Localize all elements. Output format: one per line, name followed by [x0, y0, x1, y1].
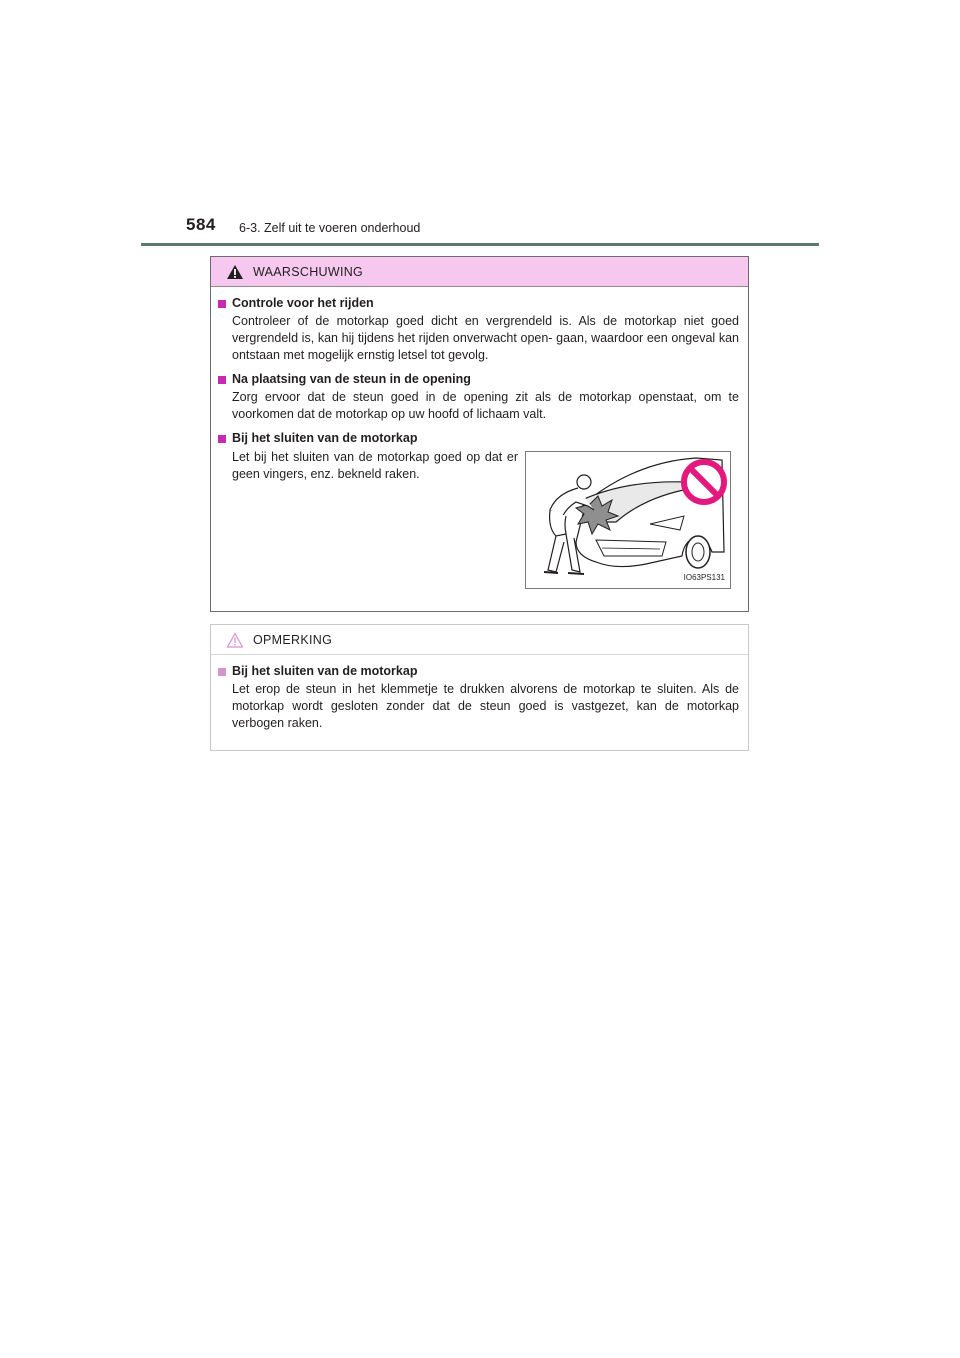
- warning-item-text: Zorg ervoor dat de steun goed in de opening zit als de motorkap openstaat, om te voorkomen dat de motorkap op uw hoofd of lichaam valt.: [232, 390, 739, 421]
- caution-triangle-outline-icon: [226, 632, 244, 648]
- page-number: 584: [186, 215, 216, 234]
- warning-item-heading: Controle voor het rijden: [218, 295, 739, 312]
- warning-header: [211, 257, 748, 287]
- warning-item-text: Controleer of de motorkap goed dicht en vergrendeld is. Als de motorkap niet goed vergrendeld is, kan hij tijdens het rijden onverwacht open- gaan, waardoor een ongeval kan ontstaan met mogelijk ernstig letsel tot gevolg.: [232, 314, 739, 362]
- note-header: [211, 625, 748, 655]
- warning-triangle-icon: [226, 264, 244, 280]
- note-title: OPMERKING: [253, 632, 333, 647]
- note-item-heading: Bij het sluiten van de motorkap: [218, 663, 739, 680]
- note-item-text: Let erop de steun in het klemmetje te drukken alvorens de motorkap te sluiten. Als de motorkap wordt gesloten zonder dat de steun goed is vastgezet, kan de motorkap verbogen raken.: [232, 682, 739, 730]
- header-rule: [141, 243, 819, 246]
- note-box: [210, 624, 749, 751]
- warning-item-heading: Na plaatsing van de steun in de opening: [218, 371, 739, 388]
- square-bullet-icon: [218, 435, 226, 443]
- warning-box: [210, 256, 749, 612]
- square-bullet-icon: [218, 300, 226, 308]
- square-bullet-icon: [218, 376, 226, 384]
- warning-item-heading: Bij het sluiten van de motorkap: [218, 430, 739, 447]
- warning-title: WAARSCHUWING: [253, 264, 364, 279]
- section-title: 6-3. Zelf uit te voeren onderhoud: [239, 221, 421, 235]
- hood-closing-illustration: [525, 451, 731, 589]
- square-bullet-icon: [218, 668, 226, 676]
- person-closing-hood-illustration: [526, 452, 730, 588]
- warning-item-text: Let bij het sluiten van de motorkap goed op dat er geen vingers, enz. bekneld raken.: [232, 450, 518, 481]
- figure-code: IO63PS131: [683, 573, 725, 582]
